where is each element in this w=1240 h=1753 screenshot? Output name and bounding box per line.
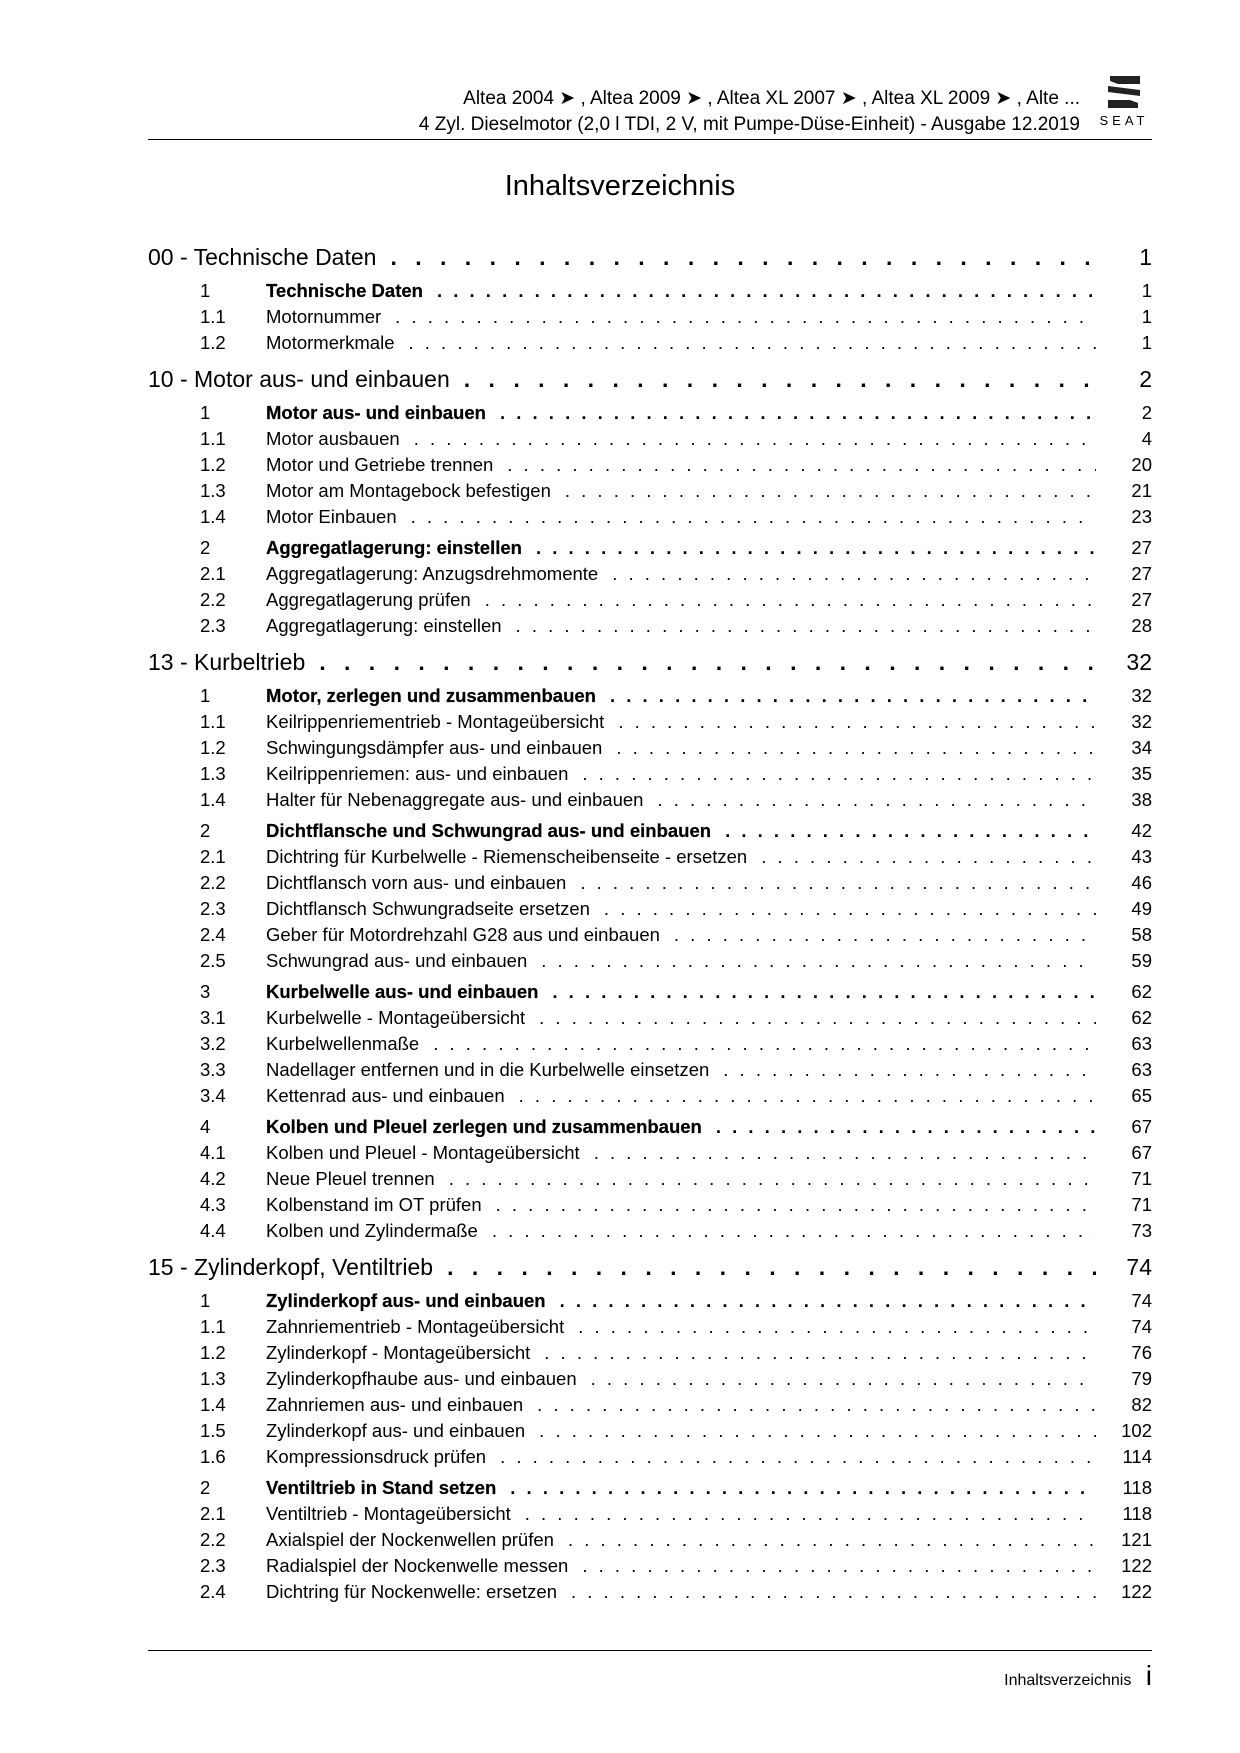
toc-section[interactable] — [148, 537, 1152, 563]
toc-chapter-heading[interactable] — [148, 1254, 1152, 1288]
toc-entry-title: Aggregatlagerung: Anzugsdrehmomente — [266, 563, 599, 584]
toc-entry-title: Kurbelwelle - Montageübersicht — [266, 1007, 526, 1028]
toc-page-number: 76 — [1131, 1342, 1152, 1363]
toc-dot-leader — [618, 711, 1096, 733]
toc-dot-leader — [594, 1142, 1096, 1164]
toc-entry-title: Dichtring für Kurbelwelle - Riemenscheibenseite - ersetzen — [266, 846, 748, 867]
toc-entry-title: Motornummer — [266, 306, 382, 327]
toc-page-number: 58 — [1131, 924, 1152, 945]
toc-dot-leader — [541, 950, 1096, 972]
toc-page-number: 38 — [1131, 789, 1152, 810]
toc-dot-leader — [447, 1254, 1096, 1281]
toc-entry-title: Geber für Motordrehzahl G28 aus und einbauen — [266, 924, 660, 945]
toc-subsection[interactable] — [148, 1194, 1152, 1220]
toc-entry-title: Kompressionsdruck prüfen — [266, 1446, 487, 1467]
toc-page-number: 35 — [1131, 763, 1152, 784]
toc-entry-number: 3.1 — [200, 1007, 226, 1028]
toc-entry-number: 2.3 — [200, 615, 226, 636]
toc-dot-leader — [395, 306, 1096, 328]
toc-page-number: 74 — [1131, 1290, 1152, 1311]
toc-page-number: 20 — [1131, 454, 1152, 475]
toc-section[interactable] — [148, 685, 1152, 711]
toc-entry-number: 2 — [200, 537, 211, 558]
toc-subsection[interactable] — [148, 1142, 1152, 1168]
toc-subsection[interactable] — [148, 898, 1152, 924]
toc-entry-number: 2.2 — [200, 1529, 226, 1550]
toc-entry-title: Keilrippenriementrieb - Montageübersicht — [266, 711, 605, 732]
toc-dot-leader — [539, 1007, 1096, 1029]
toc-entry-number: 2.1 — [200, 846, 226, 867]
toc-entry-title: 15 - Zylinderkopf, Ventiltrieb — [148, 1254, 434, 1280]
toc-dot-leader — [544, 1342, 1096, 1364]
toc-page-number: 34 — [1131, 737, 1152, 758]
header-models: Altea 2004 ➤ , Altea 2009 ➤ , Altea XL 2007 ➤ , Altea XL 2009 ➤ , Alte ... — [463, 88, 1080, 109]
toc-page-number: 73 — [1131, 1220, 1152, 1241]
toc-subsection[interactable] — [148, 506, 1152, 532]
toc-dot-leader — [565, 480, 1096, 502]
toc-entry-title: Radialspiel der Nockenwelle messen — [266, 1555, 569, 1576]
toc-subsection[interactable] — [148, 1007, 1152, 1033]
toc-entry-title: Dichtflansch Schwungradseite ersetzen — [266, 898, 590, 919]
toc-entry-title: Ventiltrieb - Montageübersicht — [266, 1503, 511, 1524]
toc-entry-title: Kurbelwelle aus- und einbauen — [266, 981, 539, 1002]
toc-page-number: 74 — [1131, 1316, 1152, 1337]
toc-page-number: 46 — [1131, 872, 1152, 893]
toc-page-number: 32 — [1131, 685, 1152, 706]
toc-entry-title: 00 - Technische Daten — [148, 244, 377, 270]
toc-dot-leader — [578, 1316, 1096, 1338]
toc-entry-title: Motormerkmale — [266, 332, 395, 353]
toc-entry-title: Zylinderkopf - Montageübersicht — [266, 1342, 531, 1363]
toc-page-number: 71 — [1131, 1168, 1152, 1189]
toc-entry-number: 4.4 — [200, 1220, 226, 1241]
toc-entry-number: 1.1 — [200, 428, 226, 449]
toc-dot-leader — [433, 1033, 1096, 1055]
toc-page-number: 2 — [1139, 366, 1152, 392]
toc-subsection[interactable] — [148, 1503, 1152, 1529]
toc-entry-number: 1.1 — [200, 306, 226, 327]
toc-entry-number: 4.3 — [200, 1194, 226, 1215]
seat-s-logo-icon — [1104, 74, 1144, 110]
toc-dot-leader — [716, 1116, 1096, 1138]
toc-subsection[interactable] — [148, 737, 1152, 763]
toc-page-number: 49 — [1131, 898, 1152, 919]
toc-subsection[interactable] — [148, 1342, 1152, 1368]
toc-page-number: 65 — [1131, 1085, 1152, 1106]
toc-dot-leader — [319, 649, 1096, 676]
toc-subsection[interactable] — [148, 711, 1152, 737]
toc-subsection[interactable] — [148, 1085, 1152, 1111]
toc-entry-number: 2.2 — [200, 589, 226, 610]
toc-entry-number: 1.4 — [200, 1394, 226, 1415]
toc-dot-leader — [437, 280, 1096, 302]
toc-dot-leader — [507, 454, 1096, 476]
toc-subsection[interactable] — [148, 1368, 1152, 1394]
toc-dot-leader — [610, 685, 1096, 707]
toc-chapter — [148, 649, 1152, 1246]
toc-entry-number: 1.6 — [200, 1446, 226, 1467]
toc-entry-number: 1.4 — [200, 789, 226, 810]
toc-entry-number: 4.2 — [200, 1168, 226, 1189]
toc-page-number: 122 — [1121, 1555, 1152, 1576]
toc-page-number: 1 — [1141, 306, 1152, 327]
toc-page-number: 74 — [1126, 1254, 1152, 1280]
seat-logo — [1092, 74, 1156, 128]
toc-dot-leader — [725, 820, 1096, 842]
toc-entry-number: 1 — [200, 280, 211, 301]
toc-entry-number: 2 — [200, 1477, 211, 1498]
toc-entry-number: 4 — [200, 1116, 211, 1137]
toc-entry-number: 1 — [200, 685, 211, 706]
toc-dot-leader — [552, 981, 1096, 1003]
toc-entry-number: 1.3 — [200, 480, 226, 501]
toc-subsection[interactable] — [148, 1220, 1152, 1246]
toc-subsection[interactable] — [148, 615, 1152, 641]
toc-subsection[interactable] — [148, 950, 1152, 976]
toc-entry-title: Neue Pleuel trennen — [266, 1168, 435, 1189]
toc-entry-title: Zahnriemen aus- und einbauen — [266, 1394, 524, 1415]
toc-subsection[interactable] — [148, 332, 1152, 358]
toc-subsection[interactable] — [148, 1168, 1152, 1194]
header-engine-edition: 4 Zyl. Dieselmotor (2,0 l TDI, 2 V, mit Pumpe-Düse-Einheit) - Ausgabe 12.2019 — [418, 114, 1080, 135]
page-footer — [1004, 1660, 1152, 1692]
toc-dot-leader — [571, 1581, 1096, 1603]
toc-section[interactable] — [148, 402, 1152, 428]
toc-entry-title: Aggregatlagerung: einstellen — [266, 537, 522, 558]
toc-dot-leader — [409, 332, 1097, 354]
toc-page-number: 1 — [1139, 244, 1152, 270]
footer-divider — [148, 1650, 1152, 1651]
toc-page-number: 121 — [1121, 1529, 1152, 1550]
toc-page-number: 43 — [1131, 846, 1152, 867]
toc-dot-leader — [539, 1420, 1096, 1442]
toc-entry-title: Kettenrad aus- und einbauen — [266, 1085, 505, 1106]
toc-page-number: 21 — [1131, 480, 1152, 501]
toc-entry-number: 2.2 — [200, 872, 226, 893]
toc-subsection[interactable] — [148, 846, 1152, 872]
toc-entry-number: 1.2 — [200, 737, 226, 758]
toc-subsection[interactable] — [148, 428, 1152, 454]
toc-section[interactable] — [148, 280, 1152, 306]
toc-subsection[interactable] — [148, 1059, 1152, 1085]
toc-entry-title: Motor aus- und einbauen — [266, 402, 486, 423]
toc-dot-leader — [616, 737, 1096, 759]
toc-entry-number: 2.3 — [200, 1555, 226, 1576]
toc-page-number: 27 — [1131, 537, 1152, 558]
toc-entry-title: Dichtflansche und Schwungrad aus- und einbauen — [266, 820, 712, 841]
toc-subsection[interactable] — [148, 1316, 1152, 1342]
toc-entry-number: 2.1 — [200, 563, 226, 584]
toc-entry-number: 3.3 — [200, 1059, 226, 1080]
toc-entry-title: Dichtring für Nockenwelle: ersetzen — [266, 1581, 557, 1602]
toc-subsection[interactable] — [148, 1033, 1152, 1059]
toc-page-number: 32 — [1126, 649, 1152, 675]
toc-entry-number: 3.2 — [200, 1033, 226, 1054]
toc-entry-number: 1.2 — [200, 1342, 226, 1363]
toc-chapter — [148, 366, 1152, 641]
toc-entry-number: 1.4 — [200, 506, 226, 527]
toc-page-number: 2 — [1141, 402, 1152, 423]
toc-section[interactable] — [148, 1477, 1152, 1503]
toc-dot-leader — [519, 1085, 1096, 1107]
toc-dot-leader — [414, 428, 1096, 450]
seat-brand-text: SEAT — [1099, 113, 1149, 128]
toc-entry-title: Kolbenstand im OT prüfen — [266, 1194, 482, 1215]
toc-section[interactable] — [148, 820, 1152, 846]
toc-chapter-heading[interactable] — [148, 649, 1152, 683]
toc-entry-number: 1.3 — [200, 763, 226, 784]
toc-page-number: 1 — [1141, 280, 1152, 301]
toc-page-number: 118 — [1122, 1503, 1152, 1524]
toc-dot-leader — [510, 1477, 1096, 1499]
toc-page-number: 114 — [1122, 1446, 1152, 1467]
toc-page-number: 63 — [1131, 1033, 1152, 1054]
toc-entry-title: Motor Einbauen — [266, 506, 397, 527]
toc-page-number: 27 — [1131, 589, 1152, 610]
toc-dot-leader — [496, 1194, 1096, 1216]
toc-dot-leader — [568, 1529, 1096, 1551]
toc-entry-number: 1.5 — [200, 1420, 226, 1441]
toc-entry-title: Zahnriementrieb - Montageübersicht — [266, 1316, 565, 1337]
toc-subsection[interactable] — [148, 1555, 1152, 1581]
toc-entry-number: 2.5 — [200, 950, 226, 971]
toc-entry-number: 2 — [200, 820, 211, 841]
toc-dot-leader — [674, 924, 1096, 946]
toc-chapter — [148, 1254, 1152, 1607]
toc-entry-number: 2.4 — [200, 924, 226, 945]
toc-entry-title: Aggregatlagerung prüfen — [266, 589, 471, 610]
footer-page-number: i — [1145, 1660, 1152, 1691]
toc-dot-leader — [657, 789, 1096, 811]
toc-dot-leader — [525, 1503, 1096, 1525]
toc-entry-title: Schwingungsdämpfer aus- und einbauen — [266, 737, 603, 758]
toc-entry-title: Nadellager entfernen und in die Kurbelwelle einsetzen — [266, 1059, 710, 1080]
toc-chapter-heading[interactable] — [148, 244, 1152, 278]
toc-page-number: 59 — [1131, 950, 1152, 971]
toc-entry-title: Axialspiel der Nockenwellen prüfen — [266, 1529, 554, 1550]
toc-subsection[interactable] — [148, 454, 1152, 480]
toc-dot-leader — [591, 1368, 1096, 1390]
toc-entry-title: 10 - Motor aus- und einbauen — [148, 366, 450, 392]
toc-dot-leader — [449, 1168, 1096, 1190]
toc-entry-title: Schwungrad aus- und einbauen — [266, 950, 528, 971]
toc-dot-leader — [500, 1446, 1096, 1468]
toc-dot-leader — [500, 402, 1096, 424]
toc-entry-title: Zylinderkopf aus- und einbauen — [266, 1290, 546, 1311]
toc-subsection[interactable] — [148, 1420, 1152, 1446]
toc-subsection[interactable] — [148, 589, 1152, 615]
toc-page-number: 122 — [1121, 1581, 1152, 1602]
toc-dot-leader — [516, 615, 1096, 637]
toc-dot-leader — [604, 898, 1096, 920]
toc-dot-leader — [485, 589, 1096, 611]
toc-page-number: 42 — [1131, 820, 1152, 841]
toc-entry-number: 1.3 — [200, 1368, 226, 1389]
toc-dot-leader — [582, 763, 1096, 785]
toc-page-number: 23 — [1131, 506, 1152, 527]
toc-page-number: 63 — [1131, 1059, 1152, 1080]
toc-page-number: 32 — [1131, 711, 1152, 732]
toc-section[interactable] — [148, 981, 1152, 1007]
toc-dot-leader — [580, 872, 1096, 894]
toc-dot-leader — [723, 1059, 1096, 1081]
toc-page-number: 102 — [1121, 1420, 1152, 1441]
toc-page-number: 82 — [1131, 1394, 1152, 1415]
toc-entry-title: Kolben und Pleuel zerlegen und zusammenbauen — [266, 1116, 702, 1137]
toc-entry-title: Motor, zerlegen und zusammenbauen — [266, 685, 596, 706]
toc-dot-leader — [492, 1220, 1096, 1242]
footer-label: Inhaltsverzeichnis — [1004, 1672, 1132, 1689]
toc-page-number: 67 — [1131, 1142, 1152, 1163]
toc-page-number: 67 — [1131, 1116, 1152, 1137]
toc-section[interactable] — [148, 1116, 1152, 1142]
toc-entry-title: Keilrippenriemen: aus- und einbauen — [266, 763, 569, 784]
toc-entry-number: 1 — [200, 1290, 211, 1311]
toc-entry-title: Aggregatlagerung: einstellen — [266, 615, 502, 636]
toc-page-number: 1 — [1141, 332, 1152, 353]
toc-dot-leader — [411, 506, 1096, 528]
toc-entry-title: Kolben und Zylindermaße — [266, 1220, 478, 1241]
toc-subsection[interactable] — [148, 1529, 1152, 1555]
toc-entry-title: Zylinderkopf aus- und einbauen — [266, 1420, 526, 1441]
toc-entry-number: 1.2 — [200, 454, 226, 475]
toc-entry-title: Dichtflansch vorn aus- und einbauen — [266, 872, 567, 893]
toc-dot-leader — [536, 537, 1096, 559]
toc-entry-title: Kolben und Pleuel - Montageübersicht — [266, 1142, 580, 1163]
toc-subsection[interactable] — [148, 306, 1152, 332]
toc-page-number: 79 — [1131, 1368, 1152, 1389]
header-divider — [148, 139, 1152, 140]
toc-entry-title: Kurbelwellenmaße — [266, 1033, 420, 1054]
toc-dot-leader — [390, 244, 1096, 271]
toc-page-number: 62 — [1131, 981, 1152, 1002]
toc-entry-number: 1.1 — [200, 711, 226, 732]
toc-entry-title: Halter für Nebenaggregate aus- und einbauen — [266, 789, 644, 810]
toc-subsection[interactable] — [148, 789, 1152, 815]
toc-subsection[interactable] — [148, 924, 1152, 950]
toc-page-number: 27 — [1131, 563, 1152, 584]
toc-page-number: 4 — [1141, 428, 1152, 449]
toc-page-number: 62 — [1131, 1007, 1152, 1028]
toc-entry-title: Motor am Montagebock befestigen — [266, 480, 551, 501]
toc-entry-number: 2.1 — [200, 1503, 226, 1524]
toc-entry-number: 1 — [200, 402, 211, 423]
toc-dot-leader — [582, 1555, 1096, 1577]
toc-subsection[interactable] — [148, 1446, 1152, 1472]
toc-section[interactable] — [148, 1290, 1152, 1316]
toc-entry-title: Motor und Getriebe trennen — [266, 454, 494, 475]
toc-subsection[interactable] — [148, 563, 1152, 589]
toc-page-number: 71 — [1131, 1194, 1152, 1215]
toc-subsection[interactable] — [148, 1581, 1152, 1607]
toc-subsection[interactable] — [148, 763, 1152, 789]
toc-entry-number: 1.2 — [200, 332, 226, 353]
toc-page-number: 118 — [1122, 1477, 1152, 1498]
toc-chapter — [148, 244, 1152, 358]
toc-subsection[interactable] — [148, 872, 1152, 898]
toc-entry-number: 1.1 — [200, 1316, 226, 1337]
toc-dot-leader — [464, 366, 1096, 393]
toc-subsection[interactable] — [148, 480, 1152, 506]
toc-entry-number: 2.4 — [200, 1581, 226, 1602]
toc-entry-title: Motor ausbauen — [266, 428, 400, 449]
toc-subsection[interactable] — [148, 1394, 1152, 1420]
table-of-contents — [148, 244, 1152, 1615]
page-header — [148, 86, 1080, 138]
toc-chapter-heading[interactable] — [148, 366, 1152, 400]
toc-dot-leader — [560, 1290, 1096, 1312]
toc-entry-number: 3.4 — [200, 1085, 226, 1106]
toc-entry-title: Zylinderkopfhaube aus- und einbauen — [266, 1368, 577, 1389]
toc-page-number: 28 — [1131, 615, 1152, 636]
toc-entry-number: 3 — [200, 981, 211, 1002]
page-title: Inhaltsverzeichnis — [504, 170, 736, 202]
toc-entry-title: Ventiltrieb in Stand setzen — [266, 1477, 497, 1498]
toc-entry-title: 13 - Kurbeltrieb — [148, 649, 306, 675]
toc-dot-leader — [537, 1394, 1096, 1416]
toc-dot-leader — [612, 563, 1096, 585]
toc-entry-number: 2.3 — [200, 898, 226, 919]
toc-entry-number: 4.1 — [200, 1142, 226, 1163]
toc-entry-title: Technische Daten — [266, 280, 423, 301]
toc-dot-leader — [761, 846, 1096, 868]
